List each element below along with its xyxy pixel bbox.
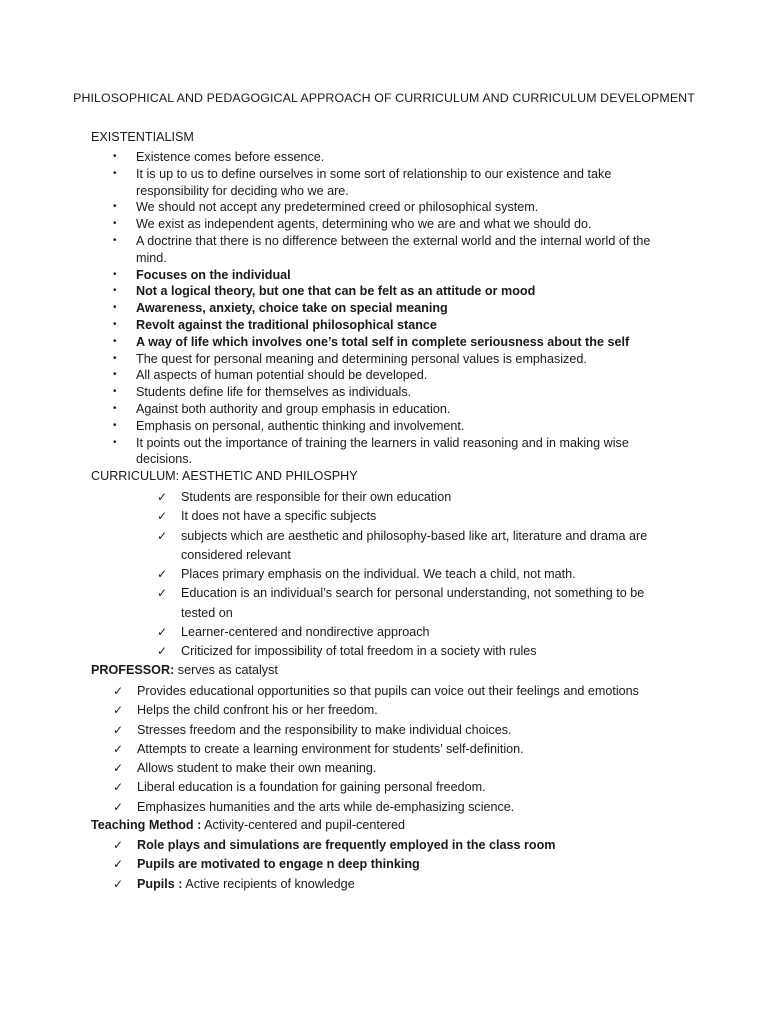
checkmark-icon: ✓	[157, 567, 168, 582]
list-item-text: It is up to us to define ourselves in some sort of relationship to our existence and take responsibility for deciding who we are.	[136, 166, 612, 198]
checkmark-icon: ✓	[157, 586, 168, 601]
list-item	[113, 740, 673, 759]
section-heading-teaching-method	[91, 817, 405, 833]
page-title: PHILOSOPHICAL AND PEDAGOGICAL APPROACH OF CURRICULUM AND CURRICULUM DEVELOPMENT	[73, 91, 695, 105]
bullet-icon: •	[113, 151, 117, 162]
list-item	[113, 721, 673, 740]
list-item	[157, 623, 677, 642]
bullet-icon: •	[113, 369, 117, 381]
checkmark-icon: ✓	[157, 509, 168, 524]
checkmark-icon: ✓	[157, 528, 168, 543]
list-item-text: subjects which are aesthetic and philosophy-based like art, literature and drama are considered relevant	[181, 528, 648, 562]
list-item	[113, 334, 683, 351]
list-item	[157, 488, 677, 507]
list-item-text: Existence comes before essence.	[136, 150, 325, 164]
existentialism-list	[113, 149, 683, 468]
list-item-text: A way of life which involves one’s total self in complete seriousness about the self	[136, 334, 630, 349]
bullet-icon: •	[113, 335, 117, 347]
list-item	[113, 166, 683, 200]
list-item-text: Places primary emphasis on the individual. We teach a child, not math.	[181, 567, 576, 582]
list-item	[113, 435, 683, 469]
checkmark-icon: ✓	[113, 838, 124, 852]
checkmark-icon: ✓	[157, 625, 168, 640]
bullet-icon: •	[113, 201, 117, 213]
list-item-bold-text: Role plays and simulations are frequently employed in the class room	[137, 838, 556, 852]
list-item	[157, 565, 677, 584]
list-item	[113, 418, 683, 435]
list-item	[113, 149, 683, 166]
bullet-icon: •	[113, 218, 117, 230]
list-item-text: Liberal education is a foundation for gaining personal freedom.	[137, 780, 486, 795]
list-item-text: Helps the child confront his or her freedom.	[137, 703, 378, 718]
section-heading-curriculum: CURRICULUM: AESTHETIC AND PHILOSPHY	[91, 469, 358, 483]
heading-bold-text: PROFESSOR:	[91, 663, 175, 677]
list-item-text: Allows student to make their own meaning.	[137, 761, 377, 776]
list-item	[113, 798, 673, 817]
list-item-text: Learner-centered and nondirective approach	[181, 625, 430, 640]
list-item	[157, 642, 677, 661]
list-item-text: Focuses on the individual	[136, 267, 291, 282]
list-item-text: We exist as independent agents, determining who we are and what we should do.	[136, 217, 592, 232]
list-item-text: Attempts to create a learning environment for students’ self-definition.	[137, 741, 524, 756]
checkmark-icon: ✓	[113, 780, 124, 795]
list-item	[113, 384, 683, 401]
list-item-bold-text: Pupils :	[137, 876, 183, 891]
list-item-text: Students define life for themselves as individuals.	[136, 385, 412, 400]
section-heading-professor	[91, 662, 278, 678]
teaching-method-list	[113, 836, 673, 894]
list-item	[113, 199, 683, 216]
list-item	[113, 367, 683, 384]
list-item-text: All aspects of human potential should be developed.	[136, 368, 428, 383]
list-item-text: Revolt against the traditional philosophical stance	[136, 317, 437, 332]
list-item	[113, 759, 673, 778]
checkmark-icon: ✓	[113, 722, 124, 737]
curriculum-list	[157, 488, 677, 662]
heading-rest-text: Activity-centered and pupil-centered	[201, 818, 406, 832]
bullet-icon: •	[113, 386, 117, 398]
checkmark-icon: ✓	[113, 857, 124, 872]
list-item	[113, 300, 683, 317]
bullet-icon: •	[113, 268, 117, 280]
checkmark-icon: ✓	[113, 761, 124, 776]
checkmark-icon: ✓	[113, 876, 124, 891]
list-item-text: It points out the importance of training the learners in valid reasoning and in making wise decisions.	[136, 435, 629, 467]
list-item-text: Awareness, anxiety, choice take on special meaning	[136, 301, 448, 316]
list-item-text: Education is an individual’s search for personal understanding, not something to be tested on	[181, 586, 645, 620]
bullet-icon: •	[113, 285, 117, 297]
list-item-text: Emphasizes humanities and the arts while de-emphasizing science.	[137, 799, 515, 814]
list-item-text: Emphasis on personal, authentic thinking and involvement.	[136, 418, 465, 433]
list-item	[157, 507, 677, 526]
list-item-text: Provides educational opportunities so that pupils can voice out their feelings and emotions	[137, 684, 639, 698]
checkmark-icon: ✓	[113, 799, 124, 814]
checkmark-icon: ✓	[113, 703, 124, 718]
list-item	[157, 584, 677, 623]
list-item-text: It does not have a specific subjects	[181, 509, 377, 524]
list-item	[113, 855, 673, 874]
checkmark-icon: ✓	[113, 684, 124, 698]
list-item	[113, 351, 683, 368]
list-item-text: Not a logical theory, but one that can be felt as an attitude or mood	[136, 284, 536, 299]
list-item-text: Against both authority and group emphasis in education.	[136, 401, 451, 416]
list-item	[113, 875, 673, 894]
list-item-text: Criticized for impossibility of total freedom in a society with rules	[181, 644, 537, 659]
checkmark-icon: ✓	[113, 741, 124, 756]
bullet-icon: •	[113, 436, 117, 448]
checkmark-icon: ✓	[157, 490, 168, 504]
bullet-icon: •	[113, 419, 117, 431]
list-item-text: Stresses freedom and the responsibility to make individual choices.	[137, 722, 512, 737]
bullet-icon: •	[113, 318, 117, 330]
professor-list	[113, 682, 673, 817]
heading-rest-text: serves as catalyst	[174, 663, 278, 677]
checkmark-icon: ✓	[157, 644, 168, 659]
list-item	[113, 317, 683, 334]
list-item	[113, 682, 673, 701]
bullet-icon: •	[113, 302, 117, 314]
list-item-text: A doctrine that there is no difference between the external world and the internal world of the mind.	[136, 233, 651, 265]
bullet-icon: •	[113, 402, 117, 414]
list-item	[157, 527, 677, 566]
list-item-text: Students are responsible for their own education	[181, 490, 452, 504]
bullet-icon: •	[113, 352, 117, 364]
list-item	[113, 283, 683, 300]
heading-bold-text: Teaching Method :	[91, 818, 202, 832]
bullet-icon: •	[113, 167, 117, 179]
list-item-bold-text: Pupils are motivated to engage n deep thinking	[137, 857, 420, 872]
bullet-icon: •	[113, 234, 117, 246]
list-item	[113, 401, 683, 418]
list-item	[113, 216, 683, 233]
list-item	[113, 836, 673, 855]
list-item	[113, 778, 673, 797]
list-item-text: The quest for personal meaning and determining personal values is emphasized.	[136, 351, 587, 366]
section-heading-existentialism: EXISTENTIALISM	[91, 130, 194, 144]
list-item	[113, 701, 673, 720]
list-item-text: Active recipients of knowledge	[182, 876, 355, 891]
list-item	[113, 267, 683, 284]
list-item	[113, 233, 683, 267]
list-item-text: We should not accept any predetermined creed or philosophical system.	[136, 200, 539, 215]
